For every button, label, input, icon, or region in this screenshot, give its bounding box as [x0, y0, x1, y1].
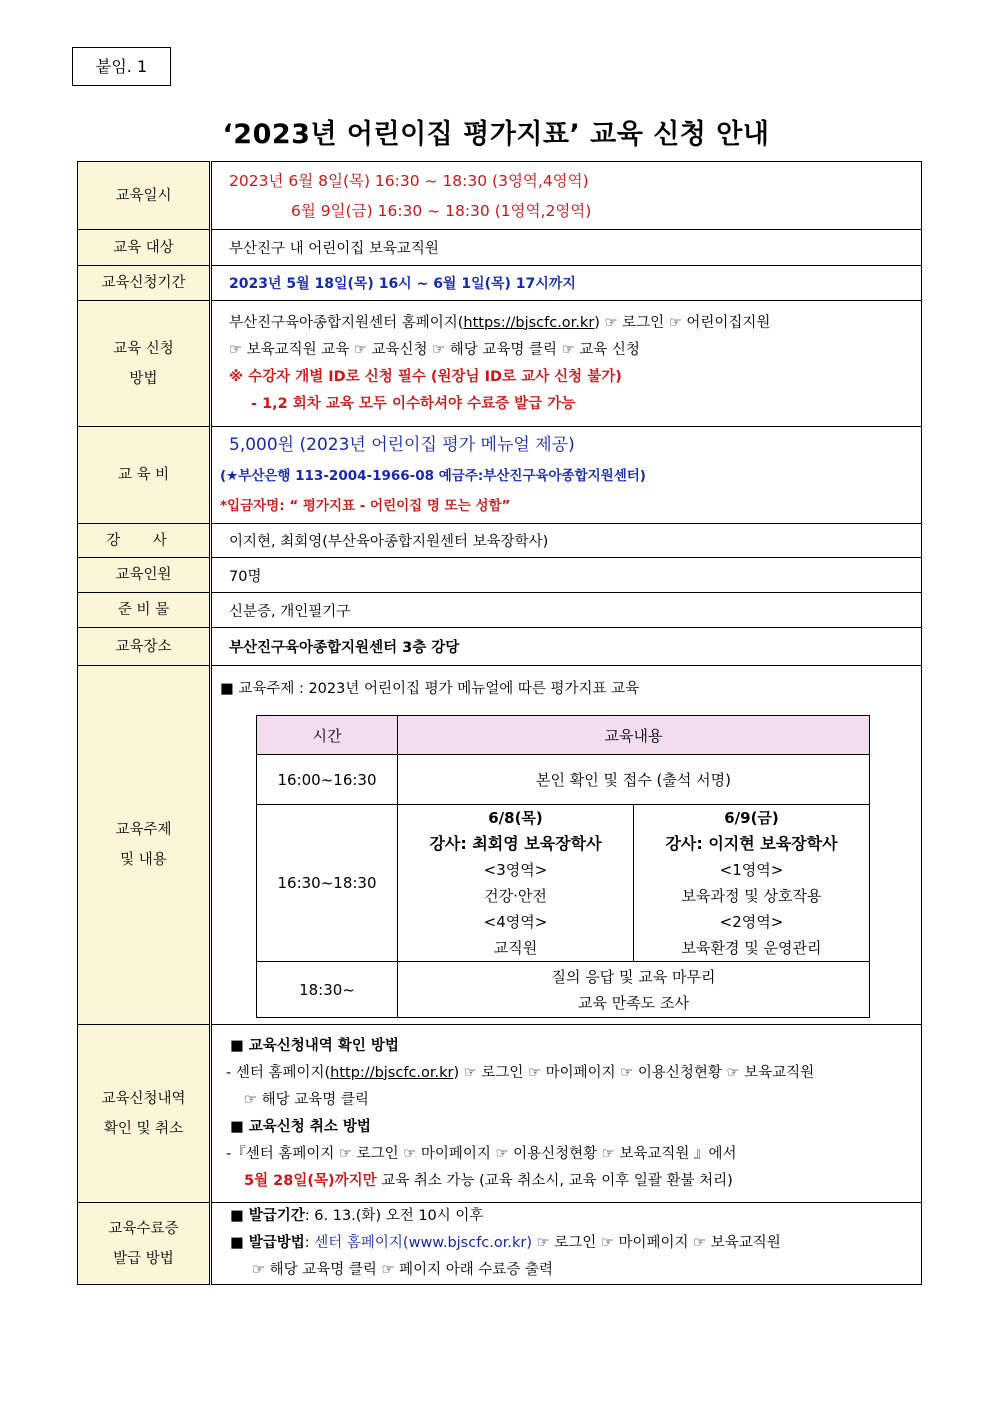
day2-line1: <1영역> [719, 861, 784, 879]
label-method-2: 방법 [129, 370, 158, 387]
row-fee [78, 427, 922, 524]
schedule-day1 [398, 805, 634, 962]
row-target [78, 230, 922, 266]
label-prep: 준 비 물 [78, 593, 211, 628]
label-instructor: 강 사 [78, 524, 211, 558]
label-cert-1: 교육수료증 [108, 1220, 179, 1237]
day2-instructor: 강사: 이지현 보육장학사 [665, 834, 838, 853]
schedule-header-time: 시간 [257, 716, 398, 755]
target-value: 부산진구 내 어린이집 보육교직원 [211, 230, 922, 266]
cert-period-head: ■ 발급기간 [230, 1208, 305, 1224]
row-capacity [78, 558, 922, 593]
day1-line1: <3영역> [483, 861, 548, 879]
day1-line4: 교직원 [493, 939, 538, 957]
cert-url-link[interactable]: 센터 홈페이지(www.bjscfc.or.kr) [314, 1235, 533, 1251]
label-fee: 교 육 비 [78, 427, 211, 524]
prep-value: 신분증, 개인필기구 [211, 593, 922, 628]
capacity-value: 70명 [211, 558, 922, 593]
instructor-value: 이지현, 최회영(부산육아종합지원센터 보육장학사) [211, 524, 922, 558]
row-datetime [78, 162, 922, 230]
datetime-line2: 6월 9일(금) 16:30 ~ 18:30 (1영역,2영역) [291, 201, 592, 220]
fee-line1: 5,000원 (2023년 어린이집 평가 메뉴얼 제공) [229, 435, 575, 455]
method-line2: ☞ 보육교직원 교육 ☞ 교육신청 ☞ 해당 교육명 클릭 ☞ 교육 신청 [229, 341, 640, 358]
label-cert-2: 발급 방법 [113, 1250, 174, 1267]
fee-line3: *입금자명: “ 평가지표 - 어린이집 명 또는 성함” [220, 498, 511, 514]
label-method-1: 교육 신청 [113, 340, 174, 357]
label-topic-2: 및 내용 [120, 852, 167, 868]
method-line3: ※ 수강자 개별 ID로 신청 필수 (원장님 ID로 교사 신청 불가) [229, 368, 622, 385]
day1-line2: 건강·안전 [484, 887, 547, 905]
page-title: ‘2023년 어린이집 평가지표’ 교육 신청 안내 [222, 119, 770, 150]
schedule-r1-content: 본인 확인 및 접수 (출석 서명) [398, 755, 870, 805]
schedule-r3-line2: 교육 만족도 조사 [578, 993, 689, 1012]
cert-period-value: : 6. 13.(화) 오전 10시 이후 [304, 1208, 484, 1224]
day2-line4: 보육환경 및 운영관리 [681, 939, 822, 957]
schedule-table [256, 715, 870, 1018]
method-url-link[interactable]: https://bjscfc.or.kr [463, 314, 595, 331]
cert-method-rest: ☞ 로그인 ☞ 마이페이지 ☞ 보육교직원 [532, 1235, 781, 1251]
fee-line2: (★부산은행 113-2004-1966-08 예금주:부산진구육아종합지원센터) [220, 468, 646, 484]
day1-instructor: 강사: 최회영 보육장학사 [429, 834, 602, 853]
cancel-line1: -『센터 홈페이지 ☞ 로그인 ☞ 마이페이지 ☞ 이용신청현황 ☞ 보육교직원 』에서 [226, 1145, 737, 1162]
label-target: 교육 대상 [78, 230, 211, 266]
schedule-day2 [634, 805, 870, 962]
check-line1-a: - 센터 홈페이지( [226, 1064, 331, 1081]
check-url-link[interactable]: http://bjscfc.or.kr [330, 1064, 454, 1081]
schedule-r3-line1: 질의 응답 및 교육 마무리 [551, 967, 716, 986]
cert-method-colon: : [304, 1235, 315, 1251]
schedule-r1-time: 16:00~16:30 [257, 755, 398, 805]
label-period: 교육신청기간 [78, 266, 211, 301]
day1-line3: <4영역> [483, 913, 548, 931]
row-period [78, 266, 922, 301]
row-prep [78, 593, 922, 628]
cancel-line2-rest: 교육 취소 가능 (교육 취소시, 교육 이후 일괄 환불 처리) [376, 1172, 733, 1189]
method-line1-a: 부산진구육아종합지원센터 홈페이지( [229, 314, 464, 331]
label-check-2: 확인 및 취소 [103, 1120, 184, 1137]
day2-line2: 보육과정 및 상호작용 [681, 887, 822, 905]
label-venue: 교육장소 [78, 628, 211, 666]
row-check-cancel [78, 1025, 922, 1203]
row-certificate [78, 1203, 922, 1285]
check-line1-b: ) ☞ 로그인 ☞ 마이페이지 ☞ 이용신청현황 ☞ 보육교직원 [453, 1064, 815, 1081]
row-instructor [78, 524, 922, 558]
cancel-heading: ■ 교육신청 취소 방법 [230, 1118, 371, 1135]
cert-method-head: ■ 발급방법 [230, 1235, 305, 1251]
info-table [77, 161, 922, 1285]
day1-date: 6/8(목) [488, 809, 543, 827]
label-capacity: 교육인원 [78, 558, 211, 593]
check-heading1: ■ 교육신청내역 확인 방법 [230, 1037, 399, 1054]
venue-value: 부산진구육아종합지원센터 3층 강당 [211, 628, 922, 666]
day2-line3: <2영역> [719, 913, 784, 931]
day2-date: 6/9(금) [724, 809, 779, 827]
cancel-deadline: 5월 28일(목)까지만 [244, 1172, 377, 1189]
row-venue [78, 628, 922, 666]
schedule-header-content: 교육내용 [398, 716, 870, 755]
period-value: 2023년 5월 18일(목) 16시 ~ 6월 1일(목) 17시까지 [211, 266, 922, 301]
attachment-label: 붙임. 1 [72, 47, 171, 86]
row-method [78, 301, 922, 427]
schedule-r3-time: 18:30~ [257, 962, 398, 1018]
label-datetime: 교육일시 [78, 162, 211, 230]
schedule-r2-time: 16:30~18:30 [257, 805, 398, 962]
check-line2: ☞ 해당 교육명 클릭 [244, 1091, 369, 1108]
topic-heading: ■ 교육주제 : 2023년 어린이집 평가 메뉴얼에 따른 평가지표 교육 [220, 681, 640, 697]
label-check-1: 교육신청내역 [101, 1090, 186, 1107]
cert-line3: ☞ 해당 교육명 클릭 ☞ 페이지 아래 수료증 출력 [252, 1262, 553, 1278]
method-line1-b: ) ☞ 로그인 ☞ 어린이집지원 [594, 314, 771, 331]
method-line4: - 1,2 회차 교육 모두 이수하셔야 수료증 발급 가능 [251, 395, 576, 412]
label-topic-1: 교육주제 [115, 822, 172, 838]
datetime-line1: 2023년 6월 8일(목) 16:30 ~ 18:30 (3영역,4영역) [229, 171, 589, 190]
row-topic [78, 666, 922, 1025]
